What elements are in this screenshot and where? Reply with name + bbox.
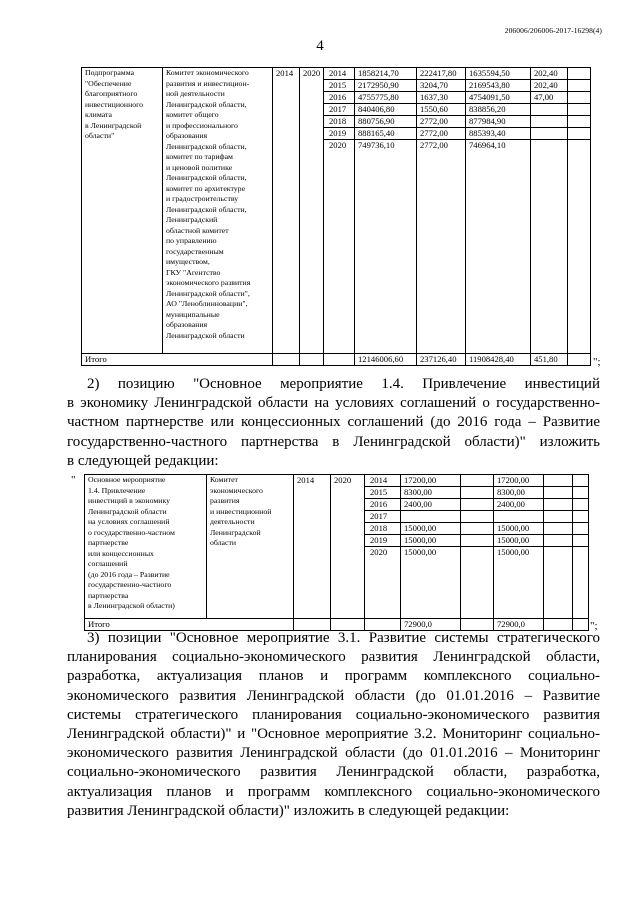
regional-cell: 877984,90: [466, 116, 531, 128]
end-year-cell: 2020: [300, 68, 324, 354]
paragraph-line: разработка, актуализация планов и программ комплексного социально-: [67, 668, 600, 685]
year-cell: 2019: [324, 128, 355, 140]
cell-line: и ценовой политике: [166, 162, 233, 172]
year-cell: 2017: [324, 104, 355, 116]
cell-line: образования: [166, 131, 208, 140]
cell-line: деятельности: [210, 517, 255, 526]
federal-cell: 1550,60: [417, 104, 466, 116]
total-cell: 888165,40: [355, 128, 417, 140]
federal-cell: [461, 511, 494, 523]
start-year-cell: 2014: [273, 68, 300, 354]
opening-quote: ": [71, 474, 76, 486]
paragraph-line: Ленинградской области)" и "Основное мероприятие 3.2. Мониторинг социально-: [67, 725, 600, 742]
cell-line: имуществом,: [166, 257, 210, 266]
year-cell: 2015: [365, 487, 401, 499]
cell-line: области: [210, 538, 237, 547]
executor-cell: [163, 68, 273, 354]
paragraph-line: 2) позицию "Основное мероприятие 1.4. Привлечение инвестиций: [87, 376, 600, 392]
cell-line: инвестиционного: [85, 99, 144, 109]
cell-line: партнерстве: [88, 538, 129, 547]
cell-line: благоприятного: [85, 89, 138, 98]
federal-cell: 2772,00: [417, 140, 466, 354]
cell-line: "Обеспечение: [85, 78, 132, 88]
cell-line: Ленинградской области: [166, 330, 245, 340]
federal-cell: 222417,80: [417, 68, 466, 80]
federal-cell: [461, 535, 494, 547]
regional-cell: 17200,00: [494, 475, 544, 487]
paragraph-line: частном партнерстве или концессионных соглашений (до 2016 года – Развитие: [67, 414, 600, 431]
year-cell: 2018: [365, 523, 401, 535]
program-cell: [85, 475, 207, 619]
regional-cell: 838856,20: [466, 104, 531, 116]
cell-line: 1.4. Привлечение: [88, 485, 146, 495]
cell-line: о государственно-частном: [88, 527, 175, 537]
cell-line: государственно-частного: [88, 580, 172, 589]
cell-line: Ленинградской области,: [166, 99, 247, 109]
total-cell: [401, 511, 461, 523]
other-cell: [573, 511, 589, 523]
paragraph-line: государственно-частного партнерства в Ленинградской области)" изложить: [67, 433, 600, 450]
cell-line: инвестиций в экономику: [88, 496, 171, 505]
page-number: 4: [316, 38, 324, 54]
local-cell: 202,40: [531, 80, 568, 92]
local-total-cell: 451,80: [531, 354, 568, 366]
cell-line: Комитет: [210, 475, 238, 484]
grand-total-cell: 12146006,60: [355, 354, 417, 366]
federal-cell: [461, 523, 494, 535]
cell-line: ГКУ "Агентство: [166, 267, 221, 277]
regional-cell: 885393,40: [466, 128, 531, 140]
local-cell: [531, 104, 568, 116]
cell-line: государственным: [166, 246, 224, 256]
other-cell: [573, 535, 589, 547]
cell-line: и профессионального: [166, 120, 238, 130]
other-cell: [573, 475, 589, 487]
grand-total-cell: 72900,0: [401, 619, 461, 631]
executor-cell: [207, 475, 294, 619]
total-cell: 15000,00: [401, 523, 461, 535]
cell-line: Основное мероприятие: [88, 475, 166, 484]
total-empty: [300, 354, 324, 366]
measure-table: [84, 474, 589, 631]
other-cell: [573, 499, 589, 511]
cell-line: Ленинградской области,: [166, 173, 247, 182]
other-cell: [568, 116, 591, 128]
local-cell: [531, 116, 568, 128]
cell-line: Ленинградской области,: [166, 204, 247, 214]
other-cell: [573, 523, 589, 535]
cell-line: областной комитет: [166, 225, 229, 235]
total-label: Итого: [85, 619, 294, 631]
cell-line: Ленинградской области",: [166, 288, 250, 298]
regional-cell: 15000,00: [494, 547, 544, 619]
local-cell: 47,00: [531, 92, 568, 104]
total-cell: 2400,00: [401, 499, 461, 511]
paragraph-line: системы стратегического планирования социально-экономического развития: [67, 706, 600, 723]
local-cell: [544, 499, 573, 511]
cell-line: комитет общего: [166, 110, 219, 119]
other-cell: [573, 547, 589, 619]
subprogram-table: [81, 67, 591, 366]
local-cell: [531, 140, 568, 354]
regional-cell: 8300,00: [494, 487, 544, 499]
cell-line: образования: [166, 320, 208, 329]
federal-total-cell: 237126,40: [417, 354, 466, 366]
regional-total-cell: 72900,0: [494, 619, 544, 631]
total-cell: 8300,00: [401, 487, 461, 499]
cell-line: экономического: [210, 485, 263, 495]
regional-cell: [494, 511, 544, 523]
cell-line: Ленинградской области,: [166, 141, 247, 151]
cell-line: экономического развития: [166, 278, 251, 287]
local-cell: [544, 511, 573, 523]
local-cell: [531, 128, 568, 140]
program-cell: [82, 68, 163, 354]
total-empty: [324, 354, 355, 366]
cell-line: развития: [210, 496, 240, 505]
federal-cell: [461, 475, 494, 487]
regional-total-cell: 11908428,40: [466, 354, 531, 366]
federal-cell: [461, 499, 494, 511]
regional-cell: 1635594,50: [466, 68, 531, 80]
total-cell: 840406,80: [355, 104, 417, 116]
cell-line: или концессионных: [88, 548, 154, 558]
federal-cell: [461, 547, 494, 619]
regional-cell: 15000,00: [494, 535, 544, 547]
year-cell: 2018: [324, 116, 355, 128]
total-cell: 15000,00: [401, 535, 461, 547]
paragraph-line: в экономику Ленинградской области на условиях соглашений о государственно-: [67, 395, 600, 412]
paragraph-3: [67, 629, 600, 821]
federal-cell: [461, 487, 494, 499]
year-cell: 2016: [324, 92, 355, 104]
regional-cell: 2400,00: [494, 499, 544, 511]
paragraph-line: актуализация планов и программ комплексного социально-экономического: [67, 783, 600, 800]
total-cell: 15000,00: [401, 547, 461, 619]
federal-cell: 3204,70: [417, 80, 466, 92]
other-cell: [568, 80, 591, 92]
local-cell: [544, 523, 573, 535]
total-cell: 749736,10: [355, 140, 417, 354]
local-cell: [544, 475, 573, 487]
closing-quote: ";: [590, 620, 598, 632]
cell-line: комитет по архитектуре: [166, 183, 246, 193]
cell-line: области": [85, 131, 115, 140]
cell-line: на условиях соглашений: [88, 517, 170, 526]
end-year-cell: 2020: [331, 475, 365, 619]
federal-cell: 2772,00: [417, 116, 466, 128]
cell-line: соглашений: [88, 559, 128, 568]
other-cell: [573, 487, 589, 499]
paragraph-line: 3) позиции "Основное мероприятие 3.1. Развитие системы стратегического: [87, 630, 600, 646]
total-empty: [568, 354, 591, 366]
cell-line: климата: [85, 110, 112, 119]
cell-line: ной деятельности: [166, 89, 225, 98]
year-cell: 2019: [365, 535, 401, 547]
cell-line: и инвестиционной: [210, 506, 272, 516]
total-cell: 4755775,80: [355, 92, 417, 104]
local-cell: [544, 547, 573, 619]
cell-line: и градостроительству: [166, 194, 239, 203]
federal-cell: 2772,00: [417, 128, 466, 140]
year-cell: 2020: [365, 547, 401, 619]
paragraph-2: [67, 375, 600, 471]
total-empty: [273, 354, 300, 366]
regional-cell: 746964,10: [466, 140, 531, 354]
cell-line: по управлению: [166, 236, 217, 245]
cell-line: в Ленинградской: [85, 120, 142, 130]
regional-cell: 4754091,50: [466, 92, 531, 104]
local-cell: 202,40: [531, 68, 568, 80]
table-row: [85, 475, 589, 487]
paragraph-line: социально-экономического развития Ленинградской области, разработка,: [67, 764, 600, 781]
regional-cell: 15000,00: [494, 523, 544, 535]
total-row: [82, 354, 591, 366]
year-cell: 2020: [324, 140, 355, 354]
local-cell: [544, 535, 573, 547]
regional-cell: 2169543,80: [466, 80, 531, 92]
cell-line: муниципальные: [166, 309, 220, 319]
document-id: 206006/206006-2017-16298(4): [504, 26, 602, 35]
other-cell: [568, 140, 591, 354]
total-cell: 17200,00: [401, 475, 461, 487]
total-cell: 1858214,70: [355, 68, 417, 80]
cell-line: АО "Леноблинновации",: [166, 299, 248, 308]
cell-line: Подпрограмма: [85, 68, 135, 77]
cell-line: Ленинградский: [166, 215, 218, 224]
paragraph-line: планирования социально-экономического развития Ленинградской области,: [67, 649, 600, 666]
year-cell: 2014: [324, 68, 355, 80]
other-cell: [568, 92, 591, 104]
local-cell: [544, 487, 573, 499]
paragraph-line: развития Ленинградской области)" изложить в следующей редакции:: [67, 802, 510, 819]
total-cell: 2172950,90: [355, 80, 417, 92]
cell-line: развития и инвестицион-: [166, 78, 250, 88]
paragraph-line: экономического развития Ленинградской области (до 01.01.2016 – Развитие: [67, 687, 600, 704]
cell-line: комитет по тарифам: [166, 152, 233, 161]
paragraph-line: экономического развития Ленинградской области (до 01.01.2016 – Мониторинг: [67, 745, 600, 762]
cell-line: (до 2016 года – Развитие: [88, 569, 170, 579]
total-label: Итого: [82, 354, 273, 366]
year-cell: 2017: [365, 511, 401, 523]
closing-quote: ";: [593, 356, 601, 368]
cell-line: партнерства: [88, 590, 129, 600]
federal-cell: 1637,30: [417, 92, 466, 104]
start-year-cell: 2014: [294, 475, 331, 619]
other-cell: [568, 104, 591, 116]
cell-line: Ленинградской области: [88, 506, 167, 516]
cell-line: Комитет экономического: [166, 68, 249, 77]
cell-line: в Ленинградской области): [88, 601, 175, 610]
total-cell: 880756,90: [355, 116, 417, 128]
year-cell: 2016: [365, 499, 401, 511]
other-cell: [568, 68, 591, 80]
table-row: [82, 68, 591, 80]
cell-line: Ленинградской: [210, 527, 261, 537]
other-cell: [568, 128, 591, 140]
paragraph-line: в следующей редакции:: [67, 452, 219, 469]
year-cell: 2015: [324, 80, 355, 92]
year-cell: 2014: [365, 475, 401, 487]
